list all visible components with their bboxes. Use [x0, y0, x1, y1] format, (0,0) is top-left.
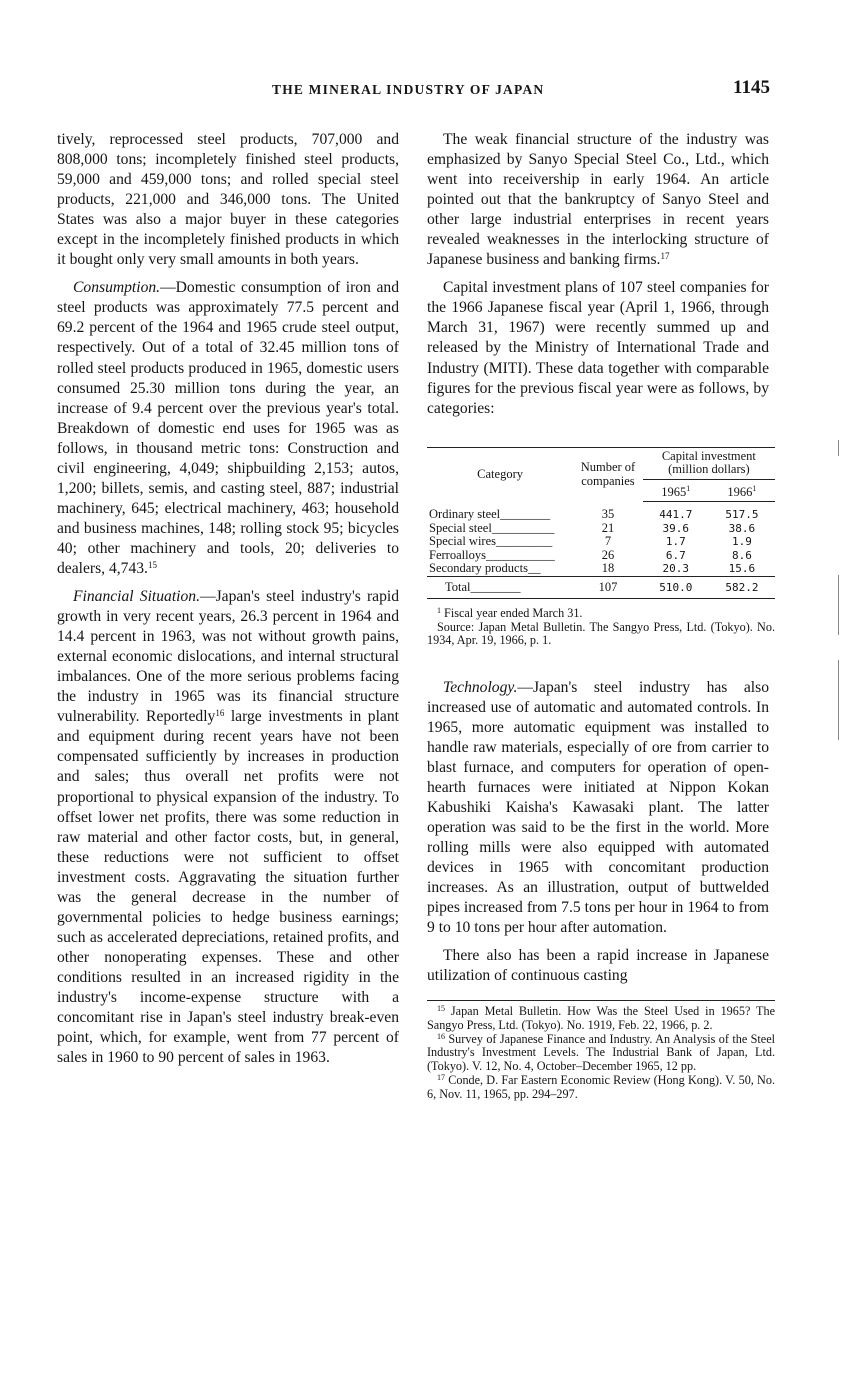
- edge-mark: [838, 660, 839, 740]
- footnote-ref-15: 15: [147, 559, 157, 570]
- edge-mark: [838, 440, 839, 456]
- edge-mark: [838, 575, 839, 635]
- paragraph-capital-investment: Capital investment plans of 107 steel companies for the 1966 Japanese fiscal year (April 1, 1966, through March 31, 1967) were recently summed up and released by the Ministry of International Trade and Industry (MITI). These data together with comparable figures for the previous fiscal year were as follows, by categories:: [427, 279, 769, 417]
- section-heading-consumption: Consumption.: [73, 279, 161, 297]
- left-column: [57, 130, 399, 1076]
- table-header-category: Category: [427, 447, 573, 502]
- table-header-number: Number of companies: [573, 447, 643, 502]
- table-header-1965: 1965$^1$: [643, 479, 709, 502]
- technology-text: —Japan's steel industry has also increased use of automatic and automated controls. In 1965, more automatic equipment was installed to handle raw materials, especially of ore from carrier to blast furnace, and computers for operation of open-hearth furnaces were initiated at Nippon Kokan Kabushiki Kaisha's Kawasaki plant. The latter operation was said to be the first in the world. More rolling mills were also equipped with automated devices in 1965 with concomitant production increases. As an illustration, output of buttwelded pipes increased from 7.5 tons per hour in 1964 to from 9 to 10 tons per hour after automation.: [427, 678, 769, 937]
- table-row: Special steel__________ 21 39.6 38.6: [429, 520, 756, 535]
- paragraph-technology: [427, 678, 769, 939]
- footnotes: [427, 1000, 775, 1101]
- weak-financial-text: The weak financial structure of the industry was emphasized by Sanyo Special Steel Co., Ltd., which went into receivership in early 1964. An article pointed out that the bankruptcy of Sanyo Steel and other large industrial enterprises in recent years revealed weaknesses in the interlocking structure of Japanese business and banking firms.: [427, 131, 769, 269]
- table-header-1966: 1966$^1$: [709, 479, 775, 502]
- footnote-ref-17: 17: [660, 251, 670, 262]
- table-row: Ordinary steel________ 35 441.7 517.5: [429, 507, 759, 522]
- financial-text-part-1: —Japan's steel industry's rapid growth in very recent years, 26.3 percent in 1964 and 14.4 percent in 1963, was not without growth pains, external economic dislocations, and internal structural imbalances. One of the more serious problems facing the industry in 1965 was its financial structure vulnerability. Reportedly: [57, 588, 400, 726]
- table-header-capital: Capital investment (million dollars): [643, 447, 775, 479]
- table-notes: [427, 607, 775, 647]
- right-column: [427, 130, 776, 1102]
- section-heading-financial-situation: Financial Situation.: [73, 588, 200, 606]
- capital-investment-table: [427, 447, 775, 648]
- footnote-17: $^{17}$ Conde, D. Far Eastern Economic Review (Hong Kong). V. 50, No. 6, Nov. 11, 1965, pp. 294–297.: [427, 1073, 775, 1101]
- table-source: Source: Japan Metal Bulletin. The Sangyo Press, Ltd. (Tokyo). No. 1934, Apr. 19, 1966, p. 1.: [427, 619, 775, 648]
- paragraph-exports-continued: tively, reprocessed steel products, 707,000 and 808,000 tons; incompletely finished steel products, 59,000 and 459,000 tons; and rolled special steel products, 221,000 and 346,000 tons. The United States was also a major buyer in these categories except in the incompletely finished products in which it bought only very small amounts in both years.: [57, 131, 399, 269]
- running-head: [0, 77, 847, 102]
- section-heading-technology: Technology.: [443, 678, 518, 696]
- footnote-ref-16: 16: [215, 708, 225, 719]
- table-row: Secondary products__ 18 20.3 15.6: [429, 561, 756, 576]
- footnote-15: $^{15}$ Japan Metal Bulletin. How Was the Steel Used in 1965? The Sangyo Press, Ltd. (Tokyo). No. 1919, Feb. 22, 1966, p. 2.: [427, 1004, 776, 1032]
- financial-text-part-2: large investments in plant and equipment during recent years have not been compensated sufficiently by increases in production and sales; thus overall net profits were not proportional to physical expansion of the industry. To offset lower net profits, there was some reduction in raw material and other factor costs, but, in general, these reductions were not sufficient to offset investment costs. Aggravating the situation further was the general decrease in the number of governmental policies to hedge business earnings; such as accelerated depreciations, retained profits, and other nonoperating expenses. These and other conditions resulted in an increased rigidity in the industry's income-expense structure with a concomitant rise in Japan's steel industry break-even point, which, for example, went from 77 percent of sales in 1960 to 90 percent of sales in 1963.: [57, 708, 399, 1067]
- running-title: THE MINERAL INDUSTRY OF JAPAN: [272, 82, 545, 97]
- paragraph-consumption: [57, 278, 399, 579]
- paragraph-financial-situation: [57, 587, 399, 1068]
- paragraph-continuous-casting: There also has been a rapid increase in Japanese utilization of continuous casting: [427, 947, 769, 985]
- consumption-text: —Domestic consumption of iron and steel products was approximately 77.5 percent and 69.2 percent of the 1964 and 1965 crude steel output, respectively. Out of a total of 32.45 million tons of rolled steel products produced in 1965, domestic users consumed 25.30 million tons during the year, an increase of 9.4 percent over the previous year's total. Breakdown of domestic end uses for 1965 was as follows, in thousand metric tons: Construction and civil engineering, 4,049; shipbuilding 2,153; autos, 1,200; billets, semis, and casting steel, 887; industrial machinery, 645; electrical machinery, 463; household and business machines, 148; rolling stock 95; bicycles 40; other machinery and tools, 20; deliveries to dealers, 4,743.: [57, 279, 399, 577]
- table-note-1: $^1$ Fiscal year ended March 31.: [437, 606, 583, 621]
- page-number: 1145: [733, 77, 770, 98]
- footnote-16: $^{16}$ Survey of Japanese Finance and Industry. An Analysis of the Steel Industry's Investment Levels. The Industrial Bank of Japan, Ltd. (Tokyo). V. 12, No. 4, October–December 1965, 12 pp.: [427, 1032, 775, 1073]
- table-total-row: Total________ 107 510.0 582.2: [427, 576, 775, 599]
- table-row: Special wires_________ 7 1.7 1.9: [429, 534, 752, 549]
- capital-investment-table-grid: [427, 447, 775, 600]
- paragraph-weak-financial-structure: [427, 130, 769, 270]
- table-row: Ferroalloys___________ 26 6.7 8.6: [429, 547, 752, 562]
